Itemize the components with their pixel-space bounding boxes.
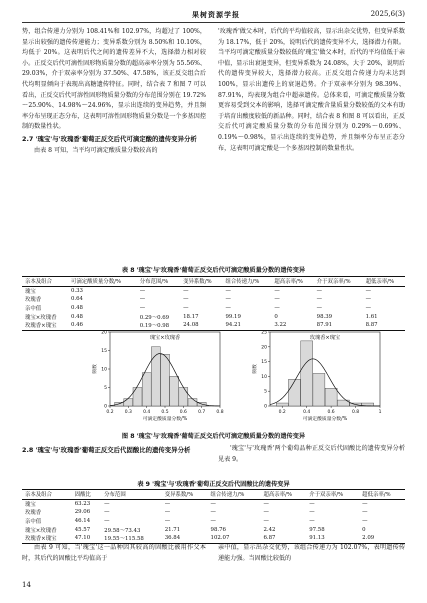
table-cell: 瑰宝	[25, 501, 36, 508]
table-row	[22, 508, 405, 517]
histogram-bar	[161, 354, 170, 406]
x-tick-label: 0.4	[143, 410, 151, 415]
x-axis-label: 可滴定酸质量分数/%	[142, 417, 188, 422]
section-heading-2-8: 2.8 '瑰宝'与'玫瑰香'葡萄正反交后代固酸比的遗传变异分析	[22, 446, 191, 454]
table-cell: —	[183, 287, 189, 294]
y-tick-label: 20	[101, 330, 107, 336]
table-8-caption: 表 8 '瑰宝'与'玫瑰香'葡萄正反交后代可滴定酸质量分数的遗传变异	[121, 267, 306, 274]
table-row	[22, 312, 405, 321]
column-header: 可滴定酸质量分数/%	[70, 279, 122, 286]
table-cell: —	[104, 500, 110, 507]
table-cell: —	[365, 296, 371, 303]
table-cell: 0.48	[70, 313, 83, 320]
x-tick-label: 0.4	[303, 410, 311, 415]
table-cell: 0	[362, 526, 366, 533]
table-cell: —	[362, 518, 368, 525]
y-tick-label: 20	[261, 345, 267, 351]
table-cell: —	[309, 500, 315, 507]
column-header: 超低亲率/%	[365, 279, 395, 286]
table-cell: —	[263, 518, 269, 525]
table-header-row	[22, 277, 405, 287]
y-tick-label: 5	[104, 386, 107, 391]
table-cell: —	[274, 305, 280, 312]
table-cell: —	[164, 518, 171, 525]
issue-info: 2025,6(3)	[370, 10, 405, 18]
table-cell: —	[139, 287, 146, 294]
table-cell: 0	[274, 313, 278, 320]
y-tick-label: 10	[261, 374, 267, 380]
right-column-bottom	[218, 543, 405, 564]
table-cell: —	[316, 296, 323, 303]
table-cell: —	[362, 509, 368, 516]
histogram-bar	[179, 388, 188, 407]
column-header: 超低亲率/%	[362, 492, 391, 499]
table-cell: 0.64	[70, 296, 83, 303]
right-column-top	[218, 27, 405, 154]
table-cell: 19.55～115.58	[104, 536, 144, 543]
x-tick-label: 0.8	[351, 410, 360, 415]
page-header	[22, 8, 405, 23]
section-heading-2-7: 2.7 '瑰宝'与'玫瑰香'葡萄正反交后代可滴定酸的遗传变异分析	[22, 134, 197, 143]
table-cell: —	[225, 287, 231, 294]
table-9	[22, 489, 405, 544]
column-header: 分布范围/%	[139, 279, 169, 286]
table-row	[22, 304, 405, 313]
table-cell: —	[104, 518, 110, 525]
body-paragraph: 由表 8 可知，当平均可滴定酸质量分数较高的	[34, 146, 158, 154]
histogram-bar	[313, 373, 325, 406]
column-header: 分布范围	[104, 492, 126, 499]
figure-8-caption: 图 8 '瑰宝'与'玫瑰香'葡萄正反交后代可滴定酸质量分数的遗传变异	[121, 433, 306, 440]
body-paragraph: 势，组合传递力分别为 108.41%和 102.97%，均超过了 100%，显示出较强的遗传传递能力；变异系数分别为 8.50%和 10.10%，均低于 20%。这表明后代之间的遗传差异不大，选择潜力相对较小。正反交后代可滴性固形物质量分数的超高亲率分别为 55.56%、29.03%，介于双亲率分别为 37.50%、47.58%，该正反交组合后代均明显倾向于表现出高糖遗传特征。同时，结合表 7 和图 7 可以看出，正反交后代可溶性固形物质量分数的分布范围分别在 19.72%～25.90%、14.98%～24.96%，显示出连续的变异趋势，并且频率分布呈现正态分布，这表明可溶性固形物质量分数是一个多基因控制的数量性状。	[22, 28, 206, 131]
table-cell: 63.23	[74, 500, 91, 507]
table-cell: —	[365, 287, 371, 294]
body-paragraph: 亲中值，显示出杂交优势，该组合传递力为 102.07%，表明遗传传递能力强。当固酸比较低的	[218, 544, 405, 562]
table-cell: 29.06	[74, 509, 91, 516]
table-cell: —	[263, 509, 269, 516]
y-tick-label: 0	[104, 404, 107, 410]
x-tick-label: 0.8	[216, 410, 224, 415]
table-row	[22, 295, 405, 304]
table-cell: 亲中值	[25, 519, 42, 526]
table-cell: 0.48	[70, 305, 83, 312]
table-cell: 2.42	[263, 526, 276, 533]
table-cell: 瑰宝×玫瑰香	[25, 527, 57, 534]
table-cell: 24.08	[183, 322, 199, 329]
table-row	[22, 499, 405, 508]
column-header: 固酸比	[74, 492, 91, 499]
left-column-top	[22, 27, 206, 156]
table-cell: 亲中值	[25, 306, 42, 313]
table-cell: —	[309, 518, 315, 525]
histogram-bar	[325, 388, 337, 406]
table-cell: 47.10	[74, 535, 91, 542]
table-cell: 6.87	[263, 535, 276, 542]
histogram-bar	[288, 379, 300, 406]
table-cell: —	[183, 296, 189, 303]
table-row	[22, 517, 405, 526]
table-cell: 1.61	[365, 313, 378, 320]
table-cell: 玫瑰香	[25, 297, 42, 304]
y-tick-label: 15	[261, 360, 267, 366]
x-tick-label: 0.2	[278, 410, 286, 415]
histogram-bar	[170, 376, 179, 406]
table-cell: 36.84	[164, 535, 181, 542]
page-number: 14	[22, 581, 31, 589]
table-cell: 87.91	[316, 322, 333, 329]
chart-title: 瑰宝×玫瑰香	[149, 335, 181, 341]
histogram-bar	[124, 399, 133, 406]
column-header: 亲本及组合	[25, 492, 52, 499]
table-cell: 0.29～0.69	[139, 314, 170, 321]
table-cell: —	[225, 296, 231, 303]
table-cell: 94.21	[225, 322, 241, 329]
table-row	[22, 534, 405, 543]
column-header: 变异系数/%	[183, 279, 212, 286]
y-axis-label: 频数	[253, 364, 258, 374]
journal-title: 果树资源学报	[192, 10, 240, 19]
table-cell: 0.46	[70, 322, 83, 329]
table-cell: 99.19	[225, 313, 241, 320]
histogram-bar	[188, 399, 197, 406]
body-paragraph: '玫瑰香'做父本时，后代的平均值较高，显示出杂交优势，但变异系数为 18.17%，低于 20%，说明后代的遗传变异不大，选择潜力有限。当平均可滴定酸质量分数较低的'瑰宝'做父本时，后代的平均值低于亲中值，显示出衰退变异，但变异系数为 24.08%，大于 20%，说明后代的遗传变异较大，选择潜力较高。正反交组合传递力均未达到 100%，显示出遗传上的衰退趋势。介于双亲率分别为 98.39%、87.91%，均表现为组合中超亲遗传。总体来看，可滴定酸质量分数更容易受到父本的影响，选择可滴定酸含量质量分数较低的父本有助于培育出酸度较低的新品种。同时，结合表 8 和图 8 可以看出，正反交后代可滴定酸质量分数的分布范围分别为 0.29%～0.69%、0.19%～0.98%，显示出连续的变异趋势，并且频率分布呈正态分布，这表明可滴定酸是一个多基因控制的数量性状。	[218, 28, 405, 152]
y-tick-label: 0	[264, 404, 267, 410]
table-cell: 21.71	[164, 526, 181, 533]
table-cell: —	[274, 287, 280, 294]
table-cell: 102.07	[210, 535, 230, 542]
table-cell: —	[183, 305, 189, 312]
table-header-row	[22, 490, 405, 500]
body-paragraph: '瑰宝'与'玫瑰香'两个葡萄品种正反交后代固酸比的遗传变异分析见表 9。	[218, 445, 405, 463]
body-paragraph: 由表 9 可知，当'瑰宝'这一品种因其较高的固酸比被用作父本时，其后代的固酸比平均值高于	[22, 544, 206, 562]
table-cell: 98.39	[316, 313, 333, 320]
table-cell: —	[164, 509, 171, 516]
column-header: 组合传递力/%	[210, 492, 245, 499]
table-cell: 3.22	[274, 322, 287, 329]
table-9-caption: 表 9 '瑰宝'与'玫瑰香'葡萄正反交后代固酸比的遗传变异	[137, 481, 290, 488]
table-cell: 瑰宝×玫瑰香	[25, 314, 57, 321]
table-row	[22, 525, 405, 534]
column-header: 亲本及组合	[25, 279, 52, 286]
y-tick-label: 25	[261, 330, 267, 336]
column-header: 组合传递力/%	[225, 279, 260, 286]
column-header: 超高亲率/%	[263, 492, 292, 499]
table-row	[22, 286, 405, 295]
table-cell: 玫瑰香×瑰宝	[25, 536, 57, 543]
table-cell: 8.87	[365, 322, 378, 329]
figure-8	[22, 330, 405, 428]
column-header: 介于双亲率/%	[309, 492, 344, 499]
table-row	[22, 321, 405, 330]
table-cell: —	[210, 509, 216, 516]
histogram-bar	[301, 341, 313, 406]
histogram-bar	[142, 373, 151, 406]
x-tick-label: 0.3	[124, 410, 132, 415]
table-cell: 98.76	[210, 526, 226, 533]
y-tick-label: 5	[264, 389, 267, 395]
histogram-bar	[133, 388, 142, 407]
table-cell: 97.58	[309, 526, 325, 533]
table-cell: —	[362, 500, 368, 507]
table-cell: —	[263, 500, 269, 507]
column-header: 超高亲率/%	[274, 279, 303, 286]
y-tick-label: 10	[101, 367, 107, 373]
table-cell: 玫瑰香	[25, 510, 42, 517]
table-cell: —	[316, 305, 323, 312]
right-column-mid	[218, 444, 405, 465]
x-tick-label: 1	[378, 410, 382, 415]
table-cell: —	[210, 500, 216, 507]
table-cell: 0.33	[70, 287, 83, 294]
table-cell: 29.58～73.43	[104, 527, 141, 534]
table-8	[22, 276, 405, 331]
table-cell: 玫瑰香×瑰宝	[25, 323, 57, 330]
x-axis-label: 可滴定酸质量分数/%	[302, 417, 348, 422]
column-header: 介于双亲率/%	[316, 279, 351, 286]
x-tick-label: 0.7	[198, 410, 206, 415]
table-cell: 18.17	[183, 313, 199, 320]
table-cell: 瑰宝	[25, 288, 36, 295]
table-cell: —	[365, 305, 371, 312]
left-column-mid	[22, 444, 206, 457]
table-cell: —	[274, 296, 280, 303]
histogram-bar	[276, 403, 288, 406]
table-cell: —	[316, 287, 323, 294]
table-cell: 46.14	[74, 518, 91, 525]
x-tick-label: 0.2	[106, 410, 114, 415]
table-cell: —	[164, 500, 171, 507]
y-tick-label: 15	[101, 349, 107, 354]
table-cell: —	[210, 518, 216, 525]
left-column-bottom	[22, 543, 206, 564]
table-cell: 2.09	[362, 535, 375, 542]
table-cell: —	[309, 509, 315, 516]
table-cell: 91.13	[309, 535, 325, 542]
table-cell: —	[104, 509, 110, 516]
x-tick-label: 0.6	[327, 410, 335, 415]
chart-title: 玫瑰香×瑰宝	[309, 335, 341, 341]
table-cell: —	[139, 296, 146, 303]
table-cell: —	[139, 305, 146, 312]
y-axis-label: 频数	[93, 364, 98, 374]
table-cell: 45.57	[74, 526, 91, 533]
x-tick-label: 0.5	[161, 410, 169, 415]
column-header: 变异系数/%	[164, 492, 194, 499]
table-cell: —	[225, 305, 231, 312]
table-cell: 0.19～0.98	[139, 323, 170, 330]
x-tick-label: 0.6	[179, 410, 187, 415]
